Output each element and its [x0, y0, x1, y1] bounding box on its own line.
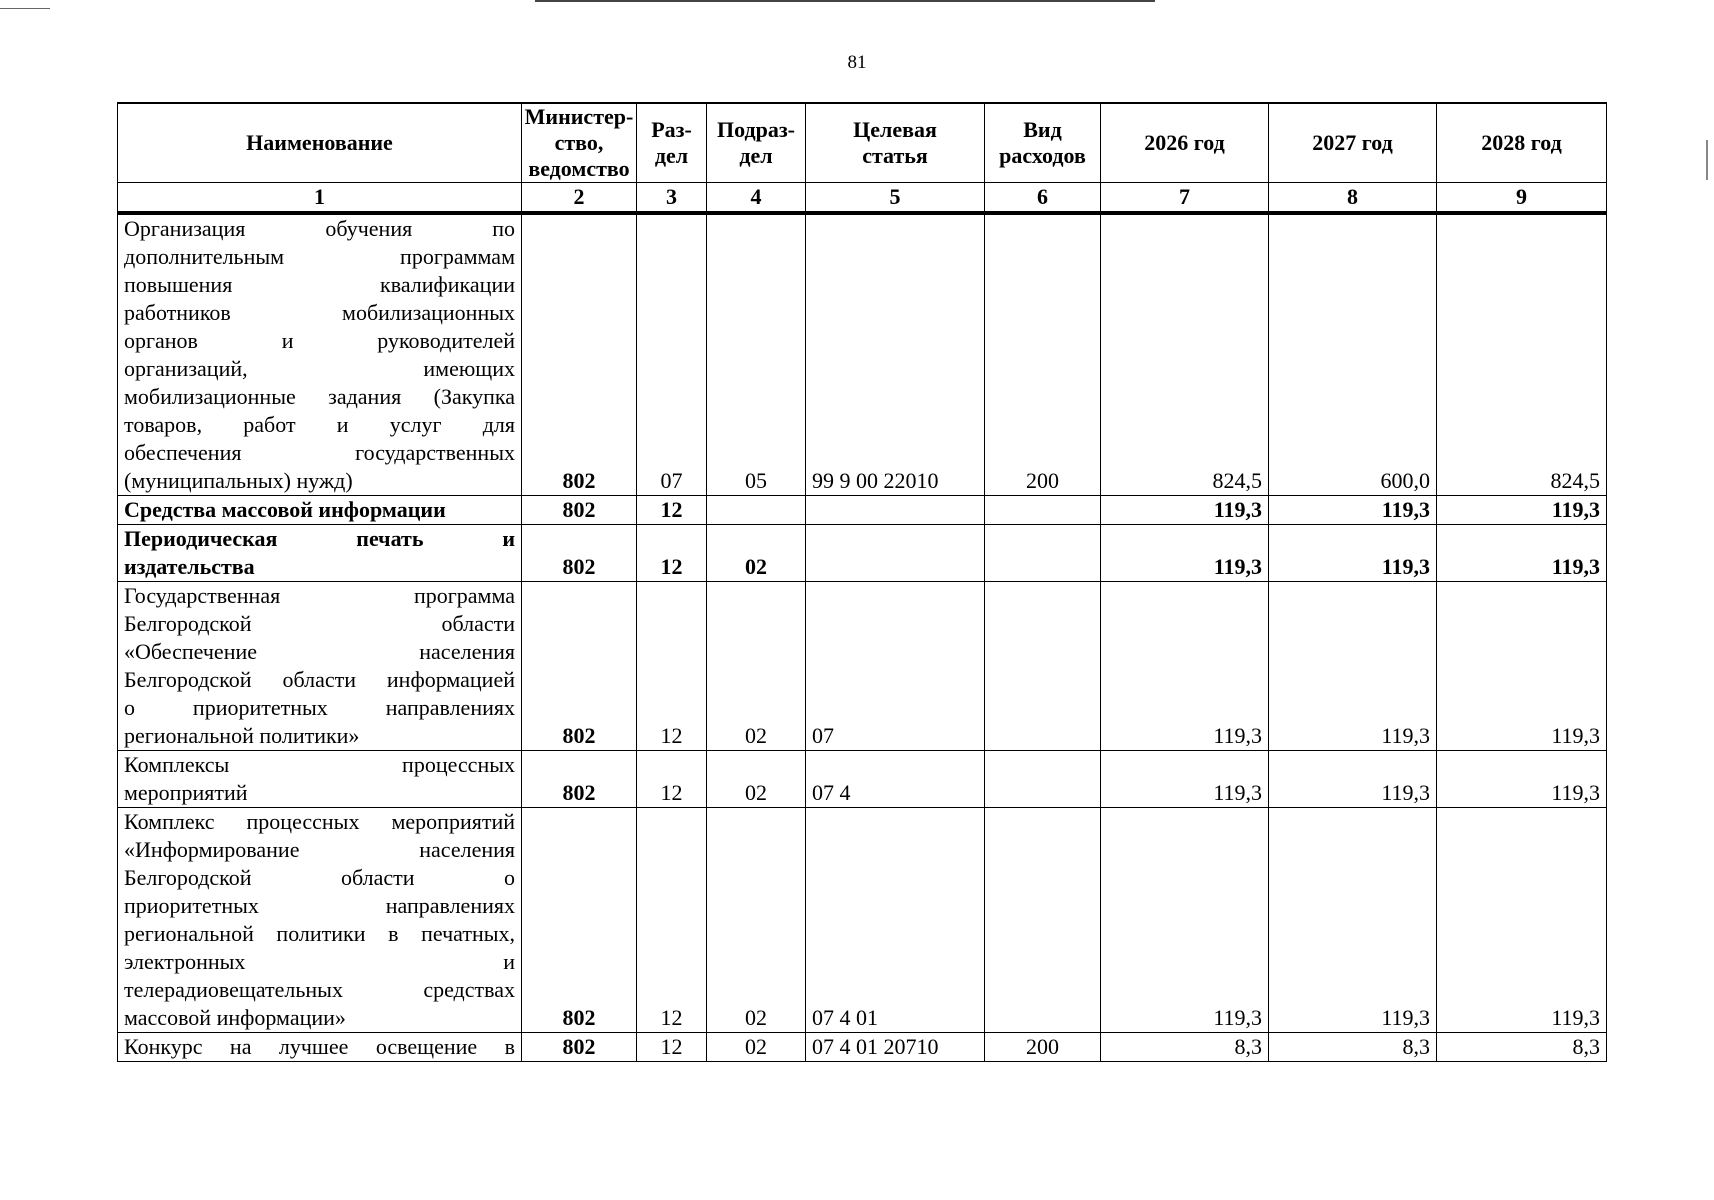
subsection-cell: 02	[707, 582, 806, 751]
header-line: дел	[654, 143, 689, 168]
row-name-line: электронных и	[124, 949, 515, 974]
header-line: ведомство	[528, 156, 630, 181]
table-body	[118, 213, 1607, 1062]
header-line: Министер-	[524, 104, 634, 129]
row-name-cell	[118, 751, 522, 808]
table-header-row	[118, 103, 1607, 183]
section-cell: 12	[637, 582, 707, 751]
amount-2027-cell: 119,3	[1269, 525, 1437, 582]
header-year-2028	[1437, 103, 1607, 183]
page-number: 81	[847, 52, 867, 73]
header-line: Целевая	[853, 117, 937, 142]
amount-2026-cell: 119,3	[1101, 582, 1269, 751]
scan-mark	[0, 8, 50, 9]
row-name-line: работников мобилизационных	[124, 300, 515, 325]
amount-2027-cell: 600,0	[1269, 213, 1437, 496]
column-number: 8	[1269, 183, 1437, 214]
row-name-line: Периодическая печать и	[124, 526, 515, 551]
row-name-cell	[118, 582, 522, 751]
row-name-line: повышения квалификации	[124, 272, 515, 297]
row-name-line: Белгородской области информацией	[124, 667, 515, 692]
scan-edge-line	[535, 0, 1155, 2]
amount-2028-cell: 119,3	[1437, 496, 1607, 525]
table-row	[118, 213, 1607, 496]
amount-2028-cell: 8,3	[1437, 1033, 1607, 1062]
amount-2026-cell: 824,5	[1101, 213, 1269, 496]
column-number: 4	[707, 183, 806, 214]
amount-2027-cell: 8,3	[1269, 1033, 1437, 1062]
row-name-line: приоритетных направлениях	[124, 893, 515, 918]
target-cell	[806, 496, 985, 525]
table-row	[118, 582, 1607, 751]
amount-2026-cell: 119,3	[1101, 751, 1269, 808]
ministry-cell: 802	[522, 751, 637, 808]
amount-2027-cell: 119,3	[1269, 582, 1437, 751]
section-cell: 12	[637, 496, 707, 525]
expense-type-cell	[985, 751, 1101, 808]
ministry-cell: 802	[522, 213, 637, 496]
header-line: Подраз-	[716, 117, 795, 142]
row-name-cell	[118, 1033, 522, 1062]
expense-type-cell	[985, 525, 1101, 582]
column-number: 6	[985, 183, 1101, 214]
subsection-cell: 02	[707, 808, 806, 1033]
column-number: 3	[637, 183, 707, 214]
row-name-line: Комплекс процессных мероприятий	[124, 809, 515, 834]
budget-table	[117, 102, 1607, 1062]
row-name-line: органов и руководителей	[124, 328, 515, 353]
header-line: 2026 год	[1144, 130, 1225, 155]
row-name-line: Средства массовой информации	[124, 497, 446, 522]
subsection-cell	[707, 496, 806, 525]
header-line: 2028 год	[1481, 130, 1562, 155]
section-cell: 12	[637, 751, 707, 808]
ministry-cell: 802	[522, 496, 637, 525]
row-name-cell	[118, 213, 522, 496]
target-cell: 07	[806, 582, 985, 751]
target-cell: 07 4 01	[806, 808, 985, 1033]
amount-2028-cell: 119,3	[1437, 525, 1607, 582]
row-name-line: Организация обучения по	[124, 216, 515, 241]
subsection-cell: 02	[707, 525, 806, 582]
table-row	[118, 496, 1607, 525]
header-section	[637, 103, 707, 183]
ministry-cell: 802	[522, 582, 637, 751]
header-year-2027	[1269, 103, 1437, 183]
header-line: Раз-	[651, 117, 692, 142]
header-line: расходов	[999, 143, 1086, 168]
header-expense-type	[985, 103, 1101, 183]
row-name-line: «Информирование населения	[124, 837, 515, 862]
row-name-line: Конкурс на лучшее освещение в	[124, 1034, 515, 1059]
row-name-line: товаров, работ и услуг для	[124, 412, 515, 437]
amount-2026-cell: 119,3	[1101, 525, 1269, 582]
subsection-cell: 05	[707, 213, 806, 496]
amount-2028-cell: 119,3	[1437, 751, 1607, 808]
amount-2027-cell: 119,3	[1269, 751, 1437, 808]
column-number: 2	[522, 183, 637, 214]
target-cell: 99 9 00 22010	[806, 213, 985, 496]
row-name-line: Белгородской области	[124, 611, 515, 636]
header-line: ство,	[554, 130, 604, 155]
expense-type-cell	[985, 496, 1101, 525]
subsection-cell: 02	[707, 1033, 806, 1062]
amount-2026-cell: 119,3	[1101, 808, 1269, 1033]
table-row	[118, 808, 1607, 1033]
header-ministry	[522, 103, 637, 183]
table-row	[118, 751, 1607, 808]
scan-mark	[1706, 140, 1708, 180]
target-cell	[806, 525, 985, 582]
header-line: 2027 год	[1312, 130, 1393, 155]
row-name-line: издательства	[124, 554, 255, 579]
header-line: дел	[739, 143, 773, 168]
row-name-cell	[118, 808, 522, 1033]
table-row	[118, 1033, 1607, 1062]
row-name-line: (муниципальных) нужд)	[124, 468, 353, 493]
table-row	[118, 525, 1607, 582]
header-line: статья	[862, 143, 928, 168]
row-name-line: Белгородской области о	[124, 865, 515, 890]
section-cell: 12	[637, 1033, 707, 1062]
row-name-line: «Обеспечение населения	[124, 639, 515, 664]
amount-2026-cell: 119,3	[1101, 496, 1269, 525]
ministry-cell: 802	[522, 1033, 637, 1062]
row-name-line: Государственная программа	[124, 583, 515, 608]
target-cell: 07 4 01 20710	[806, 1033, 985, 1062]
column-number: 5	[806, 183, 985, 214]
row-name-line: обеспечения государственных	[124, 440, 515, 465]
row-name-line: организаций, имеющих	[124, 356, 515, 381]
expense-type-cell	[985, 808, 1101, 1033]
amount-2027-cell: 119,3	[1269, 808, 1437, 1033]
header-line: Наименование	[246, 130, 393, 155]
section-cell: 07	[637, 213, 707, 496]
row-name-line: региональной политики в печатных,	[124, 921, 515, 946]
amount-2027-cell: 119,3	[1269, 496, 1437, 525]
amount-2028-cell: 119,3	[1437, 808, 1607, 1033]
column-number: 1	[118, 183, 522, 214]
amount-2028-cell: 824,5	[1437, 213, 1607, 496]
row-name-cell	[118, 525, 522, 582]
row-name-line: о приоритетных направлениях	[124, 695, 515, 720]
row-name-line: региональной политики»	[124, 723, 360, 748]
section-cell: 12	[637, 525, 707, 582]
row-name-line: мобилизационные задания (Закупка	[124, 384, 515, 409]
expense-type-cell: 200	[985, 213, 1101, 496]
header-target	[806, 103, 985, 183]
section-cell: 12	[637, 808, 707, 1033]
column-number: 9	[1437, 183, 1607, 214]
ministry-cell: 802	[522, 525, 637, 582]
column-number-row	[118, 183, 1607, 214]
ministry-cell: 802	[522, 808, 637, 1033]
row-name-cell	[118, 496, 522, 525]
amount-2026-cell: 8,3	[1101, 1033, 1269, 1062]
column-number: 7	[1101, 183, 1269, 214]
target-cell: 07 4	[806, 751, 985, 808]
header-name	[118, 103, 522, 183]
row-name-line: телерадиовещательных средствах	[124, 977, 515, 1002]
expense-type-cell: 200	[985, 1033, 1101, 1062]
header-subsection	[707, 103, 806, 183]
subsection-cell: 02	[707, 751, 806, 808]
row-name-line: массовой информации»	[124, 1005, 346, 1030]
expense-type-cell	[985, 582, 1101, 751]
row-name-line: Комплексы процессных	[124, 752, 515, 777]
row-name-line: дополнительным программам	[124, 244, 515, 269]
header-year-2026	[1101, 103, 1269, 183]
row-name-line: мероприятий	[124, 780, 248, 805]
amount-2028-cell: 119,3	[1437, 582, 1607, 751]
header-line: Вид	[1023, 117, 1062, 142]
